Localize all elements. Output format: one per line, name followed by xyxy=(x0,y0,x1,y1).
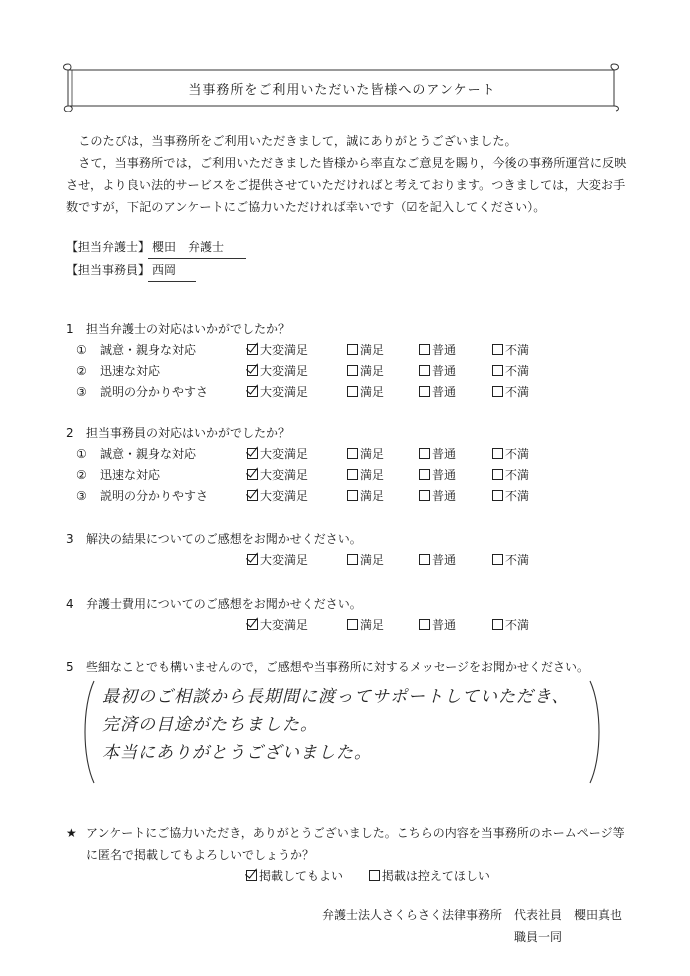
signer-role: 代表社員 xyxy=(513,908,562,922)
checked-box-icon[interactable] xyxy=(247,365,258,376)
lawyer-row xyxy=(66,236,246,259)
question-4 xyxy=(66,593,530,636)
lawyer-label: 【担当弁護士】 xyxy=(66,240,151,254)
option-average[interactable]: 普通 xyxy=(419,444,456,465)
message-line: 最初のご相談から長期間に渡ってサポートしていただき、 xyxy=(102,687,570,707)
question-3 xyxy=(66,528,530,571)
intro-paragraph-1: このたびは，当事務所をご利用いただきまして，誠にありがとうございました。 xyxy=(78,134,517,148)
option-very-satisfied[interactable]: 大変満足 xyxy=(247,382,308,403)
message-line: 完済の目途がたちました。 xyxy=(102,715,318,735)
question-title: 弁護士費用についてのご感想をお聞かせください。 xyxy=(86,597,362,611)
option-dissatisfied[interactable]: 不満 xyxy=(492,444,529,465)
item-label: 誠意・親身な対応 xyxy=(100,447,197,461)
option-dissatisfied[interactable]: 不満 xyxy=(492,465,529,486)
checkbox-icon[interactable] xyxy=(419,469,430,480)
question-title: 担当事務員の対応はいかがでしたか？ xyxy=(86,426,291,440)
option-satisfied[interactable]: 満足 xyxy=(347,382,384,403)
staff-info xyxy=(66,236,246,282)
rating-row xyxy=(66,340,530,361)
question-title: 担当弁護士の対応はいかがでしたか？ xyxy=(86,322,291,336)
intro-paragraph-2: さて，当事務所では，ご利用いただきました皆様から率直なご意見を賜り，今後の事務所運営に反映させ，より良い法的サービスをご提供させていただければと考えております。つきましては，大変お手数ですが，下記のアンケートにご協力いただければ幸いです（☑を記入してください）。 xyxy=(66,156,627,214)
message-line: 本当にありがとうございました。 xyxy=(102,743,372,763)
clerk-label: 【担当事務員】 xyxy=(66,263,151,277)
checked-box-icon[interactable] xyxy=(247,386,258,397)
item-label: 迅速な対応 xyxy=(100,364,161,378)
item-number: ② xyxy=(76,364,87,378)
checked-box-icon[interactable] xyxy=(247,490,258,501)
question-title: 解決の結果についてのご感想をお聞かせください。 xyxy=(86,532,362,546)
title-banner xyxy=(62,62,622,112)
option-dissatisfied[interactable]: 不満 xyxy=(492,486,529,507)
option-very-satisfied[interactable]: 大変満足 xyxy=(247,361,308,382)
checked-box-icon[interactable] xyxy=(247,344,258,355)
question-1 xyxy=(66,318,530,403)
question-number: 1 xyxy=(66,322,74,336)
checkbox-icon[interactable] xyxy=(347,490,358,501)
option-very-satisfied[interactable]: 大変満足 xyxy=(247,444,308,465)
option-satisfied[interactable]: 満足 xyxy=(347,465,384,486)
checkbox-icon[interactable] xyxy=(347,344,358,355)
question-title: 些細なことでも構いませんので，ご感想や当事務所に対するメッセージをお聞かせください。 xyxy=(86,660,590,674)
option-average[interactable]: 普通 xyxy=(419,361,456,382)
option-satisfied[interactable]: 満足 xyxy=(347,550,384,571)
rating-row xyxy=(66,615,530,636)
option-satisfied[interactable]: 満足 xyxy=(347,615,384,636)
option-satisfied[interactable]: 満足 xyxy=(347,340,384,361)
publish-options xyxy=(246,866,512,886)
checkbox-icon[interactable] xyxy=(492,386,503,397)
checked-box-icon[interactable] xyxy=(247,469,258,480)
publish-question xyxy=(66,822,636,866)
item-number: ③ xyxy=(76,489,87,503)
checkbox-icon[interactable] xyxy=(419,554,430,565)
checkbox-icon[interactable] xyxy=(492,469,503,480)
checkbox-icon[interactable] xyxy=(492,490,503,501)
checked-box-icon[interactable] xyxy=(246,870,257,881)
option-very-satisfied[interactable]: 大変満足 xyxy=(247,615,308,636)
option-very-satisfied[interactable]: 大変満足 xyxy=(247,550,308,571)
checkbox-icon[interactable] xyxy=(369,870,380,881)
survey-title: 当事務所をご利用いただいた皆様へのアンケート xyxy=(188,83,496,98)
option-dissatisfied[interactable]: 不満 xyxy=(492,550,529,571)
question-number: 5 xyxy=(66,660,74,674)
option-dissatisfied[interactable]: 不満 xyxy=(492,382,529,403)
checkbox-icon[interactable] xyxy=(419,365,430,376)
option-dissatisfied[interactable]: 不満 xyxy=(492,361,529,382)
question-2 xyxy=(66,422,530,507)
checkbox-icon[interactable] xyxy=(347,365,358,376)
item-label: 誠意・親身な対応 xyxy=(100,343,197,357)
question-5 xyxy=(66,656,636,678)
rating-row xyxy=(66,550,530,571)
lawyer-value: 櫻田 弁護士 xyxy=(148,236,246,259)
intro-text xyxy=(66,130,636,218)
checked-box-icon[interactable] xyxy=(247,619,258,630)
checked-box-icon[interactable] xyxy=(247,448,258,459)
question-number: 3 xyxy=(66,532,74,546)
option-satisfied[interactable]: 満足 xyxy=(347,444,384,465)
checkbox-icon[interactable] xyxy=(492,448,503,459)
option-very-satisfied[interactable]: 大変満足 xyxy=(247,465,308,486)
option-satisfied[interactable]: 満足 xyxy=(347,486,384,507)
checkbox-icon[interactable] xyxy=(419,386,430,397)
option-publish-no[interactable]: 掲載は控えてほしい xyxy=(369,869,490,883)
option-very-satisfied[interactable]: 大変満足 xyxy=(247,486,308,507)
star-icon: ★ xyxy=(66,826,77,840)
handwritten-message xyxy=(102,683,569,767)
staff-signoff: 職員一同 xyxy=(513,930,562,944)
item-number: ① xyxy=(76,343,87,357)
item-number: ③ xyxy=(76,385,87,399)
rating-row xyxy=(66,486,530,507)
option-average[interactable]: 普通 xyxy=(419,465,456,486)
option-satisfied[interactable]: 満足 xyxy=(347,361,384,382)
item-label: 説明の分かりやすさ xyxy=(100,489,209,503)
checkbox-icon[interactable] xyxy=(419,490,430,501)
option-dissatisfied[interactable]: 不満 xyxy=(492,615,529,636)
checked-box-icon[interactable] xyxy=(247,554,258,565)
checkbox-icon[interactable] xyxy=(347,554,358,565)
checkbox-icon[interactable] xyxy=(419,448,430,459)
option-average[interactable]: 普通 xyxy=(419,340,456,361)
signature xyxy=(310,904,622,948)
option-dissatisfied[interactable]: 不満 xyxy=(492,340,529,361)
checkbox-icon[interactable] xyxy=(347,619,358,630)
rating-row xyxy=(66,382,530,403)
clerk-value: 西岡 xyxy=(148,259,196,282)
checkbox-icon[interactable] xyxy=(347,448,358,459)
checkbox-icon[interactable] xyxy=(347,386,358,397)
option-average[interactable]: 普通 xyxy=(419,486,456,507)
checkbox-icon[interactable] xyxy=(419,344,430,355)
checkbox-icon[interactable] xyxy=(347,469,358,480)
checkbox-icon[interactable] xyxy=(492,365,503,376)
item-number: ② xyxy=(76,468,87,482)
publish-question-text: アンケートにご協力いただき，ありがとうございました。こちらの内容を当事務所のホームページ等に匿名で掲載してもよろしいでしょうか？ xyxy=(86,826,625,862)
firm-name: 弁護士法人さくらさく法律事務所 xyxy=(321,908,502,922)
rating-row xyxy=(66,361,530,382)
option-publish-yes[interactable]: 掲載してもよい xyxy=(246,869,343,883)
option-average[interactable]: 普通 xyxy=(419,615,456,636)
checkbox-icon[interactable] xyxy=(419,619,430,630)
checkbox-icon[interactable] xyxy=(492,344,503,355)
message-box[interactable] xyxy=(80,677,604,787)
option-average[interactable]: 普通 xyxy=(419,382,456,403)
item-number: ① xyxy=(76,447,87,461)
checkbox-icon[interactable] xyxy=(492,554,503,565)
rating-row xyxy=(66,444,530,465)
signer-name: 櫻田真也 xyxy=(573,908,622,922)
question-number: 2 xyxy=(66,426,74,440)
checkbox-icon[interactable] xyxy=(492,619,503,630)
clerk-row xyxy=(66,259,246,282)
item-label: 迅速な対応 xyxy=(100,468,161,482)
option-average[interactable]: 普通 xyxy=(419,550,456,571)
option-very-satisfied[interactable]: 大変満足 xyxy=(247,340,308,361)
question-number: 4 xyxy=(66,597,74,611)
item-label: 説明の分かりやすさ xyxy=(100,385,209,399)
rating-row xyxy=(66,465,530,486)
